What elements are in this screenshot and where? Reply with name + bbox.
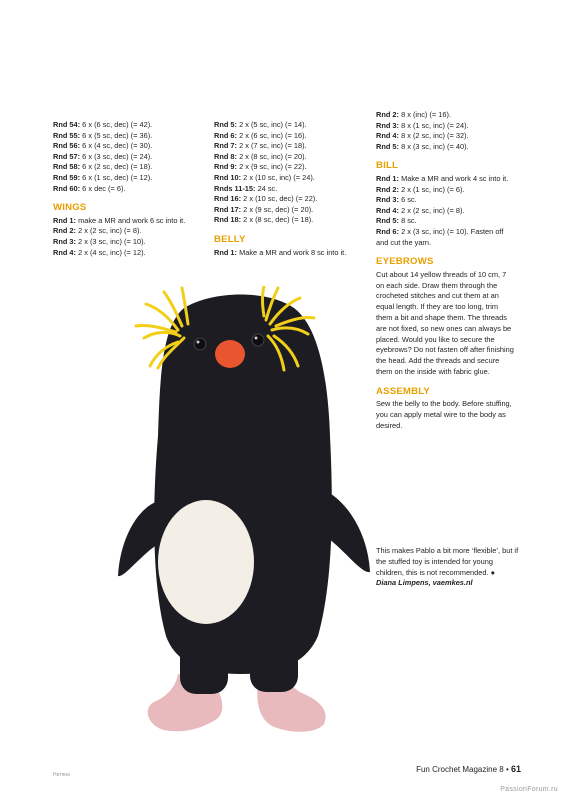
round-label: Rnd 60:: [53, 183, 81, 193]
column-3: [376, 110, 516, 432]
round-text: 2 x (10 sc, inc) (= 24).: [243, 172, 315, 182]
round-label: Rnd 4:: [53, 247, 76, 257]
round-line: [376, 185, 516, 196]
round-text: 2 x (9 sc, inc) (= 22).: [239, 162, 307, 172]
round-label: Rnd 55:: [53, 130, 81, 140]
round-line: [376, 142, 516, 153]
round-text: 2 x (7 sc, inc) (= 18).: [239, 141, 307, 151]
round-line: [214, 120, 364, 131]
round-text: 24 sc.: [257, 183, 278, 193]
round-label: Rnd 5:: [214, 120, 237, 129]
round-label: Rnd 58:: [53, 162, 81, 172]
round-text: 6 x (1 sc, dec) (= 12).: [82, 172, 153, 182]
round-text: 2 x (10 sc, dec) (= 22).: [243, 194, 318, 204]
round-line: [53, 248, 198, 259]
right-wing: [326, 491, 370, 572]
bill-rounds-list: [376, 174, 516, 248]
round-line: [376, 131, 516, 142]
round-text: 8 x (inc) (= 16).: [401, 110, 451, 119]
round-text: Make a MR and work 4 sc into it.: [401, 173, 509, 183]
eyebrows-text: Cut about 14 yellow threads of 10 cm, 7 on each side. Draw them through the crocheted stitches and cut them at an equal length. If they are too long, trim them a bit and shape them. The threads are not fixed, so new ones can always be placed. Would you like to secure the eyebrows? Do not fasten off after finishing the head. Add the threads and secure them on the inside with fabric glue.: [376, 269, 514, 376]
column-1: [53, 120, 198, 258]
round-label: Rnd 5:: [376, 141, 399, 151]
page-number: 61: [510, 764, 521, 774]
round-line: [53, 162, 198, 173]
round-label: Rnd 54:: [53, 120, 81, 129]
round-label: Rnd 56:: [53, 141, 81, 151]
assembly-heading: ASSEMBLY: [376, 385, 431, 397]
round-line: [376, 216, 516, 227]
round-text: 2 x (3 sc, inc) (= 10).: [78, 236, 146, 246]
round-line: [214, 194, 364, 205]
round-line: [214, 162, 364, 173]
column-2: [214, 120, 364, 258]
author-byline: Diana Limpens, vaemkes.nl: [376, 578, 473, 588]
round-label: Rnd 7:: [214, 141, 237, 151]
round-line: [53, 131, 198, 142]
round-line: [53, 226, 198, 237]
round-text: 2 x (3 sc, inc) (= 10). Fasten off and cut the yarn.: [376, 226, 504, 247]
bill-heading: BILL: [376, 160, 399, 172]
wings-rounds-list: [53, 216, 198, 258]
round-line: [376, 110, 516, 121]
round-line: [376, 121, 516, 132]
wings-heading: WINGS: [53, 202, 87, 214]
round-label: Rnd 3:: [376, 120, 399, 130]
round-label: Rnd 16:: [214, 194, 242, 204]
wings-rounds-continued: [214, 120, 364, 226]
round-line: [53, 120, 198, 131]
round-label: Rnd 6:: [376, 226, 399, 236]
assembly-text: Sew the belly to the body. Before stuffing, you can apply metal wire to the body as desired.: [376, 399, 512, 430]
round-text: 8 x (2 sc, inc) (= 32).: [401, 131, 469, 141]
round-text: 2 x (8 sc, inc) (= 20).: [239, 151, 307, 161]
round-label: Rnd 57:: [53, 151, 81, 161]
round-text: 2 x (8 sc, dec) (= 18).: [243, 215, 314, 225]
round-label: Rnd 17:: [214, 204, 242, 214]
footer-bullet: •: [505, 765, 509, 774]
round-label: Rnd 3:: [376, 195, 399, 205]
round-label: Rnd 2:: [376, 184, 399, 194]
round-line: [53, 173, 198, 184]
round-label: Rnds 11-15:: [214, 183, 256, 193]
round-line: [376, 206, 516, 217]
round-label: Rnd 18:: [214, 215, 242, 225]
round-label: Rnd 59:: [53, 172, 81, 182]
round-line: [214, 205, 364, 216]
round-label: Rnd 4:: [376, 131, 399, 141]
round-line: [376, 174, 516, 185]
round-text: Make a MR and work 8 sc into it.: [239, 247, 347, 257]
round-label: Rnd 6:: [214, 130, 237, 140]
round-label: Rnd 10:: [214, 172, 242, 182]
round-line: [53, 237, 198, 248]
belly-rounds-continued: [376, 110, 516, 152]
round-text: 2 x (6 sc, inc) (= 16).: [239, 130, 307, 140]
round-text: 2 x (4 sc, inc) (= 12).: [78, 247, 146, 257]
round-line: [214, 152, 364, 163]
round-text: 6 sc.: [401, 195, 417, 205]
round-line: [214, 184, 364, 195]
round-text: 6 x dec (= 6).: [82, 183, 126, 193]
round-text: 8 x (1 sc, inc) (= 24).: [401, 120, 469, 130]
round-line: [214, 215, 364, 226]
belly-heading: BELLY: [214, 233, 246, 245]
magazine-title: Fun Crochet Magazine 8: [416, 765, 504, 774]
round-line: [376, 195, 516, 206]
round-label: Rnd 4:: [376, 205, 399, 215]
round-label: Rnd 2:: [53, 226, 76, 236]
watermark: PassionForum.ru: [500, 786, 558, 793]
penguin-photo: [118, 286, 370, 758]
round-label: Rnd 8:: [214, 151, 237, 161]
beak: [215, 340, 245, 368]
eyebrows-heading: EYEBROWS: [376, 256, 434, 268]
round-text: 8 sc.: [401, 216, 417, 226]
round-label: Rnd 2:: [376, 110, 399, 119]
round-text: 6 x (3 sc, dec) (= 24).: [82, 151, 153, 161]
footer-credit: Нитяна: [53, 772, 70, 778]
body-rounds-list: [53, 120, 198, 194]
round-label: Rnd 3:: [53, 236, 76, 246]
round-line: [53, 216, 198, 227]
round-label: Rnd 1:: [53, 215, 76, 225]
round-text: 6 x (6 sc, dec) (= 42).: [82, 120, 153, 129]
right-eye: [252, 334, 264, 346]
round-label: Rnd 9:: [214, 162, 237, 172]
round-line: [53, 184, 198, 195]
round-text: 2 x (9 sc, dec) (= 20).: [243, 204, 314, 214]
round-line: [376, 227, 516, 248]
round-text: 2 x (2 sc, inc) (= 8).: [78, 226, 142, 236]
left-wing: [118, 501, 158, 576]
round-line: [214, 173, 364, 184]
round-text: make a MR and work 6 sc into it.: [78, 215, 186, 225]
round-line: [53, 141, 198, 152]
round-label: Rnd 1:: [214, 247, 237, 257]
round-label: Rnd 5:: [376, 216, 399, 226]
round-text: 6 x (5 sc, dec) (= 36).: [82, 130, 153, 140]
round-line: [214, 248, 364, 259]
round-text: 6 x (2 sc, dec) (= 18).: [82, 162, 153, 172]
round-line: [53, 152, 198, 163]
closing-paragraph: [376, 546, 521, 589]
page-footer: [416, 764, 521, 774]
closing-text: This makes Pablo a bit more ‘flexible’, but if the stuffed toy is intended for young children, this is not recommended. ●: [376, 546, 519, 577]
round-text: 8 x (3 sc, inc) (= 40).: [401, 141, 469, 151]
belly-patch: [158, 500, 254, 624]
round-text: 2 x (5 sc, inc) (= 14).: [239, 120, 307, 129]
left-eye: [194, 338, 206, 350]
round-line: [214, 141, 364, 152]
round-text: 2 x (1 sc, inc) (= 6).: [401, 184, 465, 194]
round-text: 6 x (4 sc, dec) (= 30).: [82, 141, 153, 151]
round-line: [214, 131, 364, 142]
round-label: Rnd 1:: [376, 173, 399, 183]
round-text: 2 x (2 sc, inc) (= 8).: [401, 205, 465, 215]
